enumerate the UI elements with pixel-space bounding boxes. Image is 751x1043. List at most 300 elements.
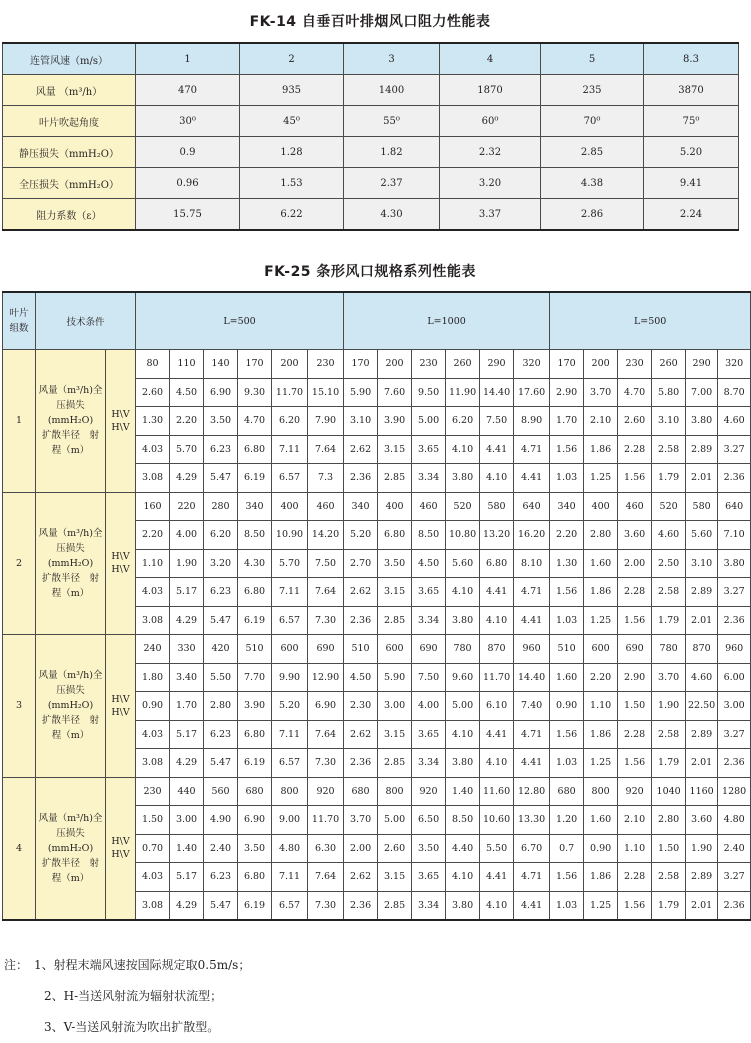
t1-cell: 15.75: [136, 199, 240, 231]
t1-cell: 1.53: [240, 168, 344, 199]
t2-cell: 2.62: [344, 720, 378, 749]
t2-cell: 1.50: [618, 692, 652, 721]
t2-hv: [106, 777, 136, 920]
t2-cell: 680: [238, 777, 272, 806]
t2-hv-line: H\V: [111, 564, 130, 576]
t2-cell: 2.36: [344, 891, 378, 920]
t2-cell: 6.19: [238, 891, 272, 920]
t2-cell: 5.70: [272, 549, 308, 578]
t2-cell: 4.03: [136, 720, 170, 749]
t2-cell: 6.23: [204, 863, 238, 892]
t2-cell: 1.56: [550, 435, 584, 464]
t2-cell: 6.70: [514, 834, 550, 863]
t1-cell: 0.9: [136, 137, 240, 168]
t2-cell: 960: [514, 635, 550, 664]
t2-header-group: 叶片组数: [3, 292, 36, 350]
t2-cell: 1.20: [550, 806, 584, 835]
t2-cell: 1.56: [550, 863, 584, 892]
t2-cell: 3.65: [412, 720, 446, 749]
t2-cell: 0.7: [550, 834, 584, 863]
note-2: 2、H-当送风射流为辐射状流型；: [44, 989, 223, 1003]
t2-cell: 2.89: [686, 863, 718, 892]
t2-cell: 230: [308, 350, 344, 379]
t2-cell: 2.80: [652, 806, 686, 835]
t2-cell: 6.90: [308, 692, 344, 721]
t1-row-label: 全压损失（mmH₂O）: [3, 168, 136, 199]
t2-cond-text: [36, 492, 106, 635]
t2-cell: 110: [170, 350, 204, 379]
t2-cell: 4.71: [514, 863, 550, 892]
t2-cell: 1.03: [550, 891, 584, 920]
t2-hv-line: H\V: [111, 551, 130, 563]
fk14-table: [2, 42, 739, 231]
t2-cell: 2.58: [652, 435, 686, 464]
t2-cell: 12.90: [308, 663, 344, 692]
t2-cell: 330: [170, 635, 204, 664]
t2-cell: 1.25: [584, 464, 618, 493]
t2-cell: 1.56: [618, 464, 652, 493]
t2-cell: 3.70: [584, 378, 618, 407]
t2-cell: 920: [618, 777, 652, 806]
t2-cell: 6.80: [378, 521, 412, 550]
t1-speed-4: 5: [541, 43, 644, 75]
t2-group-id: 1: [3, 350, 36, 493]
t2-cell: 2.20: [136, 521, 170, 550]
t2-cell: 2.89: [686, 578, 718, 607]
t1-header-label: 连管风速（m/s）: [3, 43, 136, 75]
t2-cell: 2.40: [718, 834, 751, 863]
t2-cell: 3.27: [718, 863, 751, 892]
t2-cell: 420: [204, 635, 238, 664]
t2-cond-line: (mmH₂O): [47, 700, 94, 712]
t1-header-row: [3, 43, 739, 75]
t2-cell: 6.19: [238, 464, 272, 493]
t2-cell: 1.60: [584, 806, 618, 835]
t2-cell: 5.17: [170, 863, 204, 892]
t2-cell: 3.15: [378, 720, 412, 749]
t2-cell: 0.70: [136, 834, 170, 863]
t2-cell: 3.65: [412, 435, 446, 464]
t2-cell: 2.36: [718, 891, 751, 920]
t2-cell: 440: [170, 777, 204, 806]
t2-cell: 2.36: [344, 749, 378, 778]
t2-cell: 640: [718, 492, 751, 521]
t2-cell: 560: [204, 777, 238, 806]
t2-cell: 580: [480, 492, 514, 521]
t1-cell: 235: [541, 75, 644, 106]
t2-cell: 600: [378, 635, 412, 664]
t2-cell: 280: [204, 492, 238, 521]
t2-cell: 2.85: [378, 891, 412, 920]
t1-row-label: 阻力系数（ε）: [3, 199, 136, 231]
t1-cell: 70⁰: [541, 106, 644, 137]
t1-cell: 0.96: [136, 168, 240, 199]
t2-cell: 2.50: [652, 549, 686, 578]
t2-cell: 4.71: [514, 435, 550, 464]
t1-cell: 2.86: [541, 199, 644, 231]
t2-cell: 4.40: [446, 834, 480, 863]
t2-group-id: 2: [3, 492, 36, 635]
t1-row-label: 静压损失（mmH₂O）: [3, 137, 136, 168]
t2-cell: 220: [170, 492, 204, 521]
t2-cell: 1.56: [618, 749, 652, 778]
t2-cell: 80: [136, 350, 170, 379]
t2-cell: 400: [584, 492, 618, 521]
t2-cell: 2.80: [204, 692, 238, 721]
t1-cell: 3870: [644, 75, 739, 106]
t2-cell: 1.10: [584, 692, 618, 721]
t2-cell: 3.80: [446, 464, 480, 493]
t2-cond-line: 程（m）: [51, 587, 90, 599]
t2-cell: 8.50: [412, 521, 446, 550]
t1-speed-5: 8.3: [644, 43, 739, 75]
t2-cell: 6.57: [272, 749, 308, 778]
t2-cell: 0.90: [584, 834, 618, 863]
t2-cell: 200: [272, 350, 308, 379]
t2-cell: 1.86: [584, 720, 618, 749]
t1-cell: 4.38: [541, 168, 644, 199]
t2-cell: 510: [238, 635, 272, 664]
t2-cell: 6.19: [238, 749, 272, 778]
t2-cell: 2.89: [686, 720, 718, 749]
t2-cell: 11.60: [480, 777, 514, 806]
t1-row: [3, 75, 739, 106]
t2-cell: 5.20: [344, 521, 378, 550]
t2-cell: 3.00: [378, 692, 412, 721]
t2-cell: 6.80: [238, 578, 272, 607]
t2-cell: 1.79: [652, 749, 686, 778]
t2-cell: 290: [480, 350, 514, 379]
t2-cell: 7.64: [308, 863, 344, 892]
t2-cond-line: 压损失: [56, 542, 85, 554]
t2-cell: 3.80: [446, 606, 480, 635]
t1-row-label: 风量 （m³/h）: [3, 75, 136, 106]
t2-cell: 7.50: [480, 407, 514, 436]
t2-cell: 800: [584, 777, 618, 806]
t2-cell: 3.60: [686, 806, 718, 835]
t2-cell: 6.57: [272, 464, 308, 493]
t2-cell: 3.34: [412, 606, 446, 635]
t2-cell: 1.25: [584, 749, 618, 778]
t2-cell: 2.80: [584, 521, 618, 550]
t2-cell: 15.10: [308, 378, 344, 407]
t2-cell: 920: [412, 777, 446, 806]
t2-cell: 2.00: [618, 549, 652, 578]
t2-cell: 4.90: [204, 806, 238, 835]
t2-cell: 1.10: [618, 834, 652, 863]
t2-length-header-2: L=500: [550, 292, 751, 350]
t2-cell: 1.30: [550, 549, 584, 578]
t1-speed-1: 2: [240, 43, 344, 75]
t2-cell: 13.20: [480, 521, 514, 550]
t2-cond-line: (mmH₂O): [47, 842, 94, 854]
t1-cell: 55⁰: [344, 106, 440, 137]
t2-cell: 690: [412, 635, 446, 664]
t2-cell: 170: [550, 350, 584, 379]
t1-speed-0: 1: [136, 43, 240, 75]
t2-cell: 2.60: [378, 834, 412, 863]
t1-cell: 1870: [440, 75, 541, 106]
t1-cell: 9.41: [644, 168, 739, 199]
t2-cell: 5.00: [446, 692, 480, 721]
t2-group-id: 3: [3, 635, 36, 778]
t1-speed-3: 4: [440, 43, 541, 75]
t2-cell: 1.40: [170, 834, 204, 863]
t2-cell: 7.11: [272, 435, 308, 464]
t1-cell: 2.32: [440, 137, 541, 168]
t2-cell: 3.08: [136, 464, 170, 493]
t2-cell: 320: [514, 350, 550, 379]
t2-cell: 7.11: [272, 863, 308, 892]
t2-cell: 9.90: [272, 663, 308, 692]
table1-title: FK-14 自垂百叶排烟风口阻力性能表: [249, 14, 491, 30]
t2-cell: 140: [204, 350, 238, 379]
notes: [4, 950, 250, 1043]
t2-cell: 4.70: [238, 407, 272, 436]
t2-cell: 7.50: [412, 663, 446, 692]
t2-cell: 1.79: [652, 464, 686, 493]
t2-cell: 2.36: [718, 749, 751, 778]
t2-cell: 4.29: [170, 749, 204, 778]
t2-cell: 2.20: [550, 521, 584, 550]
t2-cell: 4.29: [170, 464, 204, 493]
t2-cond-line: 程（m）: [51, 872, 90, 884]
t2-cell: 2.85: [378, 464, 412, 493]
t2-cell: 2.01: [686, 749, 718, 778]
t2-cell: 520: [446, 492, 480, 521]
t2-cell: 1.56: [618, 891, 652, 920]
t2-cell: 400: [272, 492, 308, 521]
t2-cell: 6.30: [308, 834, 344, 863]
t2-cell: 800: [272, 777, 308, 806]
t2-cell: 5.90: [378, 663, 412, 692]
t2-cell: 4.10: [480, 606, 514, 635]
t2-cell: 5.60: [686, 521, 718, 550]
t2-cell: 10.60: [480, 806, 514, 835]
t2-cell: 7.90: [308, 407, 344, 436]
t2-cell: 6.20: [272, 407, 308, 436]
t2-cell: 1.03: [550, 464, 584, 493]
t2-cell: 5.90: [344, 378, 378, 407]
t2-cell: 600: [584, 635, 618, 664]
t2-cell: 170: [238, 350, 272, 379]
t2-cell: 7.64: [308, 720, 344, 749]
t2-cell: 4.41: [480, 863, 514, 892]
t2-hv: [106, 635, 136, 778]
t2-cell: 2.62: [344, 863, 378, 892]
t2-cell: 3.08: [136, 606, 170, 635]
t2-cell: 780: [446, 635, 480, 664]
t2-hv: [106, 350, 136, 493]
fk25-table: [2, 291, 751, 921]
note-1: 注： 1、射程末端风速按国际规定取0.5m/s；: [4, 958, 251, 972]
t2-cell: 5.47: [204, 891, 238, 920]
t2-cell: 2.28: [618, 435, 652, 464]
t2-cell: 5.70: [170, 435, 204, 464]
t2-cell: 1.40: [446, 777, 480, 806]
t1-cell: 2.85: [541, 137, 644, 168]
t2-cell: 2.36: [344, 464, 378, 493]
t2-cell: 2.28: [618, 720, 652, 749]
t2-cond-text: [36, 777, 106, 920]
t1-row: [3, 199, 739, 231]
t2-cell: 4.00: [412, 692, 446, 721]
t2-cell: 1.90: [686, 834, 718, 863]
t2-cell: 5.60: [446, 549, 480, 578]
t2-cell: 6.00: [718, 663, 751, 692]
t2-cell: 2.30: [344, 692, 378, 721]
t2-cell: 7.30: [308, 891, 344, 920]
t2-cell: 2.01: [686, 891, 718, 920]
t2-cell: 4.41: [514, 891, 550, 920]
t2-cell: 1.86: [584, 578, 618, 607]
t2-cell: 5.17: [170, 720, 204, 749]
t2-cell: 14.20: [308, 521, 344, 550]
t2-cell: 3.08: [136, 891, 170, 920]
t2-cell: 4.41: [480, 578, 514, 607]
t2-cell: 3.70: [652, 663, 686, 692]
t2-cell: 3.00: [170, 806, 204, 835]
t2-cell: 2.90: [618, 663, 652, 692]
t2-cell: 4.03: [136, 578, 170, 607]
t2-cell: 7.64: [308, 578, 344, 607]
t2-hv-line: H\V: [111, 706, 130, 718]
t1-row: [3, 168, 739, 199]
table2-title: FK-25 条形风口规格系列性能表: [264, 264, 476, 280]
t2-cell: 4.29: [170, 891, 204, 920]
t2-cell: 10.80: [446, 521, 480, 550]
t2-cell: 1.30: [136, 407, 170, 436]
t2-hv-line: H\V: [111, 849, 130, 861]
t2-cond-text: [36, 635, 106, 778]
t2-cell: 7.3: [308, 464, 344, 493]
t2-cell: 4.50: [412, 549, 446, 578]
t2-cell: 7.40: [514, 692, 550, 721]
t2-cond-line: 风量（m³/h)全: [38, 670, 103, 682]
t2-cond-line: 风量（m³/h)全: [38, 527, 103, 539]
t2-cell: 5.47: [204, 464, 238, 493]
t2-cell: 3.90: [238, 692, 272, 721]
t2-cell: 2.01: [686, 464, 718, 493]
t2-cell: 4.41: [514, 464, 550, 493]
t2-cell: 3.34: [412, 891, 446, 920]
t2-cell: 510: [550, 635, 584, 664]
t2-cond-line: (mmH₂O): [47, 557, 94, 569]
t2-row: [3, 635, 751, 664]
t1-row: [3, 137, 739, 168]
t2-cell: 460: [308, 492, 344, 521]
t2-cell: 6.10: [480, 692, 514, 721]
t2-cell: 3.50: [378, 549, 412, 578]
t2-cell: 4.30: [238, 549, 272, 578]
t2-cell: 2.20: [170, 407, 204, 436]
t2-cell: 3.80: [686, 407, 718, 436]
t2-cell: 3.60: [618, 521, 652, 550]
t2-cell: 5.47: [204, 606, 238, 635]
t2-cell: 4.10: [446, 435, 480, 464]
t2-cell: 2.01: [686, 606, 718, 635]
t2-header-cond: 技术条件: [36, 292, 136, 350]
t2-length-header-1: L=1000: [344, 292, 550, 350]
t2-cell: 4.10: [446, 863, 480, 892]
t2-cell: 960: [718, 635, 751, 664]
t2-cell: 6.80: [238, 720, 272, 749]
t2-cell: 3.34: [412, 464, 446, 493]
t2-cell: 1.56: [618, 606, 652, 635]
t2-cell: 2.60: [618, 407, 652, 436]
t1-cell: 935: [240, 75, 344, 106]
t2-cell: 7.00: [686, 378, 718, 407]
t2-cell: 4.50: [344, 663, 378, 692]
t2-cell: 8.50: [238, 521, 272, 550]
t2-cell: 11.70: [308, 806, 344, 835]
t2-cell: 4.70: [618, 378, 652, 407]
t2-cell: 6.20: [446, 407, 480, 436]
t2-cell: 8.70: [718, 378, 751, 407]
t2-cell: 17.60: [514, 378, 550, 407]
t2-cell: 3.10: [344, 407, 378, 436]
t2-cell: 510: [344, 635, 378, 664]
t1-cell: 3.20: [440, 168, 541, 199]
t2-cell: 1.03: [550, 606, 584, 635]
t2-cell: 3.10: [686, 549, 718, 578]
t2-cell: 2.40: [204, 834, 238, 863]
t2-cell: 3.65: [412, 863, 446, 892]
t2-cell: 640: [514, 492, 550, 521]
t2-cell: 340: [550, 492, 584, 521]
t2-cell: 4.71: [514, 720, 550, 749]
t2-cell: 3.20: [204, 549, 238, 578]
t2-cell: 400: [378, 492, 412, 521]
t2-row: [3, 492, 751, 521]
t1-cell: 3.37: [440, 199, 541, 231]
t2-cond-line: 压损失: [56, 400, 85, 412]
t2-cell: 2.36: [344, 606, 378, 635]
t2-cell: 6.80: [480, 549, 514, 578]
t2-cell: 14.40: [480, 378, 514, 407]
t2-cell: 4.41: [480, 435, 514, 464]
t2-cell: 3.27: [718, 435, 751, 464]
t2-cell: 1.25: [584, 606, 618, 635]
t2-cell: 870: [686, 635, 718, 664]
t2-cell: 6.90: [204, 378, 238, 407]
t2-cell: 4.41: [480, 720, 514, 749]
t2-cond-line: 压损失: [56, 827, 85, 839]
t2-cell: 2.58: [652, 863, 686, 892]
t2-cell: 5.80: [652, 378, 686, 407]
t1-cell: 30⁰: [136, 106, 240, 137]
t2-cell: 11.70: [272, 378, 308, 407]
t2-cell: 690: [618, 635, 652, 664]
t2-cell: 3.50: [204, 407, 238, 436]
t2-cell: 3.15: [378, 435, 412, 464]
t2-cell: 6.50: [412, 806, 446, 835]
t1-cell: 60⁰: [440, 106, 541, 137]
t2-cell: 3.08: [136, 749, 170, 778]
t2-cell: 3.15: [378, 863, 412, 892]
t2-hv-line: H\V: [111, 421, 130, 433]
t2-cond-line: 风量（m³/h)全: [38, 812, 103, 824]
t2-cell: 7.10: [718, 521, 751, 550]
t2-cell: 520: [652, 492, 686, 521]
t2-cell: 11.70: [480, 663, 514, 692]
t2-row: [3, 777, 751, 806]
t2-cell: 7.30: [308, 606, 344, 635]
t2-cell: 5.50: [204, 663, 238, 692]
t2-cell: 3.10: [652, 407, 686, 436]
t2-cell: 8.10: [514, 549, 550, 578]
t2-cell: 2.36: [718, 606, 751, 635]
